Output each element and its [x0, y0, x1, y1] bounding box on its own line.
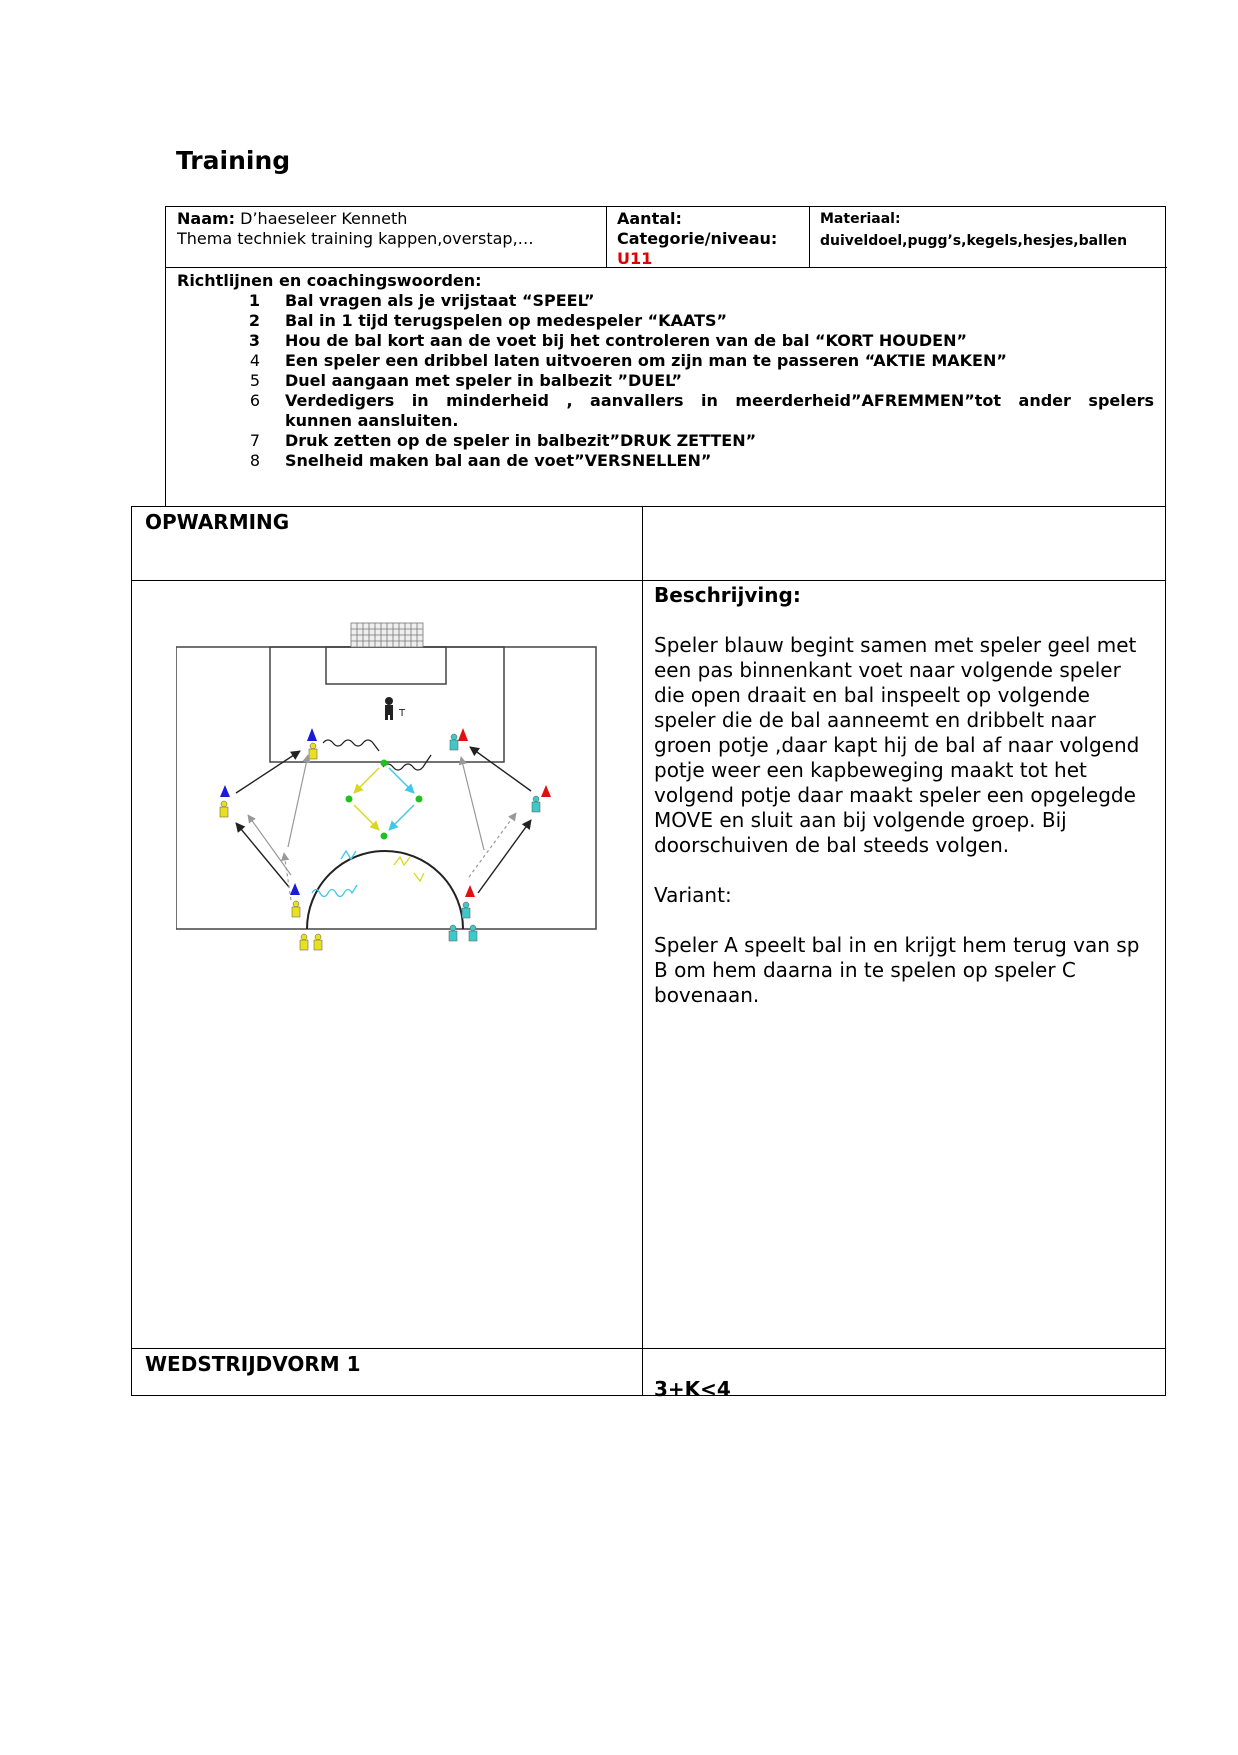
item-text: Duel aangaan met speler in balbezit ”DUEL” [285, 371, 683, 390]
item-number: 4 [249, 351, 260, 370]
item-number: 3 [248, 331, 260, 350]
page-title: Training [176, 146, 291, 175]
item-number: 8 [249, 451, 260, 470]
categorie-label: Categorie/niveau: [617, 229, 778, 248]
item-number: 6 [249, 391, 260, 410]
list-item [177, 451, 1154, 471]
variant-text: Speler A speelt bal in en krijgt hem terug van sp B om hem daarna in te spelen op speler C bovenaan. [654, 933, 1140, 1007]
list-item [177, 351, 1154, 371]
beschrijving-title: Beschrijving: [654, 583, 801, 607]
keeper-label: T [399, 708, 406, 719]
item-text: Bal vragen als je vrijstaat “SPEEL” [285, 291, 595, 310]
item-number: 5 [249, 371, 260, 390]
goal-net-icon [351, 623, 423, 647]
variant-label: Variant: [654, 883, 732, 907]
pass-arrows [236, 747, 531, 893]
keeper-icon [385, 697, 406, 720]
item-number: 2 [248, 311, 260, 330]
row-divider [132, 1348, 1165, 1349]
item-text: Bal in 1 tijd terugspelen op medespeler “KAATS” [285, 311, 728, 330]
wedstrijdvorm-value: 3+K<4 [654, 1377, 731, 1401]
goal-area [326, 647, 446, 684]
list-item [177, 291, 1154, 311]
naam-label: Naam: [177, 209, 236, 228]
list-item [177, 371, 1154, 391]
list-item [177, 391, 1154, 411]
list-item [177, 431, 1154, 451]
item-text: Verdedigers in minderheid , aanvallers in meerderheid”AFREMMEN”tot ander spelers [285, 391, 1154, 410]
materiaal-cell [810, 207, 1167, 268]
description [654, 583, 1154, 1033]
item-number: 1 [248, 291, 260, 310]
item-text: Druk zetten op de speler in balbezit”DRUK ZETTEN” [285, 431, 757, 450]
field-outline [176, 647, 596, 929]
dribble-line [394, 857, 424, 881]
row-divider [132, 580, 1165, 581]
penalty-area [270, 647, 504, 762]
grey-arrows [248, 755, 516, 900]
richtlijnen-heading: Richtlijnen en coachingswoorden: [177, 271, 482, 290]
aantal-label: Aantal: [617, 209, 682, 228]
list-item [177, 311, 1154, 331]
red-cone-icon [458, 728, 468, 741]
list-item [177, 331, 1154, 351]
categorie-value: U11 [617, 249, 653, 268]
exercise-table [131, 506, 1166, 1401]
list-item-continuation [177, 411, 1154, 431]
item-text: Snelheid maken bal aan de voet”VERSNELLEN” [285, 451, 712, 470]
blue-cone-icon [290, 883, 300, 895]
blue-cone-icon [220, 785, 230, 797]
item-text: Hou de bal kort aan de voet bij het controleren van de bal “KORT HOUDEN” [285, 331, 967, 350]
beschrijving-text: Speler blauw begint samen met speler geel met een pas binnenkant voet naar volgende speler die open draait en bal inspeelt op volgende speler die de bal aanneemt en dribbelt naar groen potje ,daar kapt hij de bal af naar volgend potje weer een kapbeweging maakt tot het volgend potje daar maakt speler een opgelegde MOVE en sluit aan bij volgende groep. Bij doorschuiven de bal steeds volgen. [654, 633, 1140, 857]
materiaal-value: duiveldoel,pugg’s,kegels,hesjes,ballen [820, 233, 1128, 249]
info-table [165, 206, 1166, 507]
thema-text: Thema techniek training kappen,overstap,… [177, 229, 534, 248]
red-cone-icon [465, 885, 475, 897]
wedstrijdvorm-label: WEDSTRIJDVORM 1 [145, 1352, 361, 1376]
column-divider [642, 507, 643, 1395]
green-pot-icon [346, 760, 423, 840]
red-cone-icon [541, 785, 551, 797]
opwarming-label: OPWARMING [145, 510, 290, 534]
blue-cone-icon [307, 728, 317, 741]
naam-cell [166, 207, 607, 268]
materiaal-label: Materiaal: [820, 211, 901, 227]
item-number: 7 [249, 431, 260, 450]
dribble-line [323, 740, 379, 751]
field-diagram [176, 615, 606, 965]
diamond-arrows [354, 768, 414, 830]
richtlijnen [177, 271, 1154, 471]
item-text: kunnen aansluiten. [285, 411, 459, 430]
naam-value: D’haeseleer Kenneth [235, 209, 408, 228]
item-text: Een speler een dribbel laten uitvoeren om zijn man te passeren “AKTIE MAKEN” [285, 351, 1007, 370]
aantal-cell [607, 207, 810, 268]
